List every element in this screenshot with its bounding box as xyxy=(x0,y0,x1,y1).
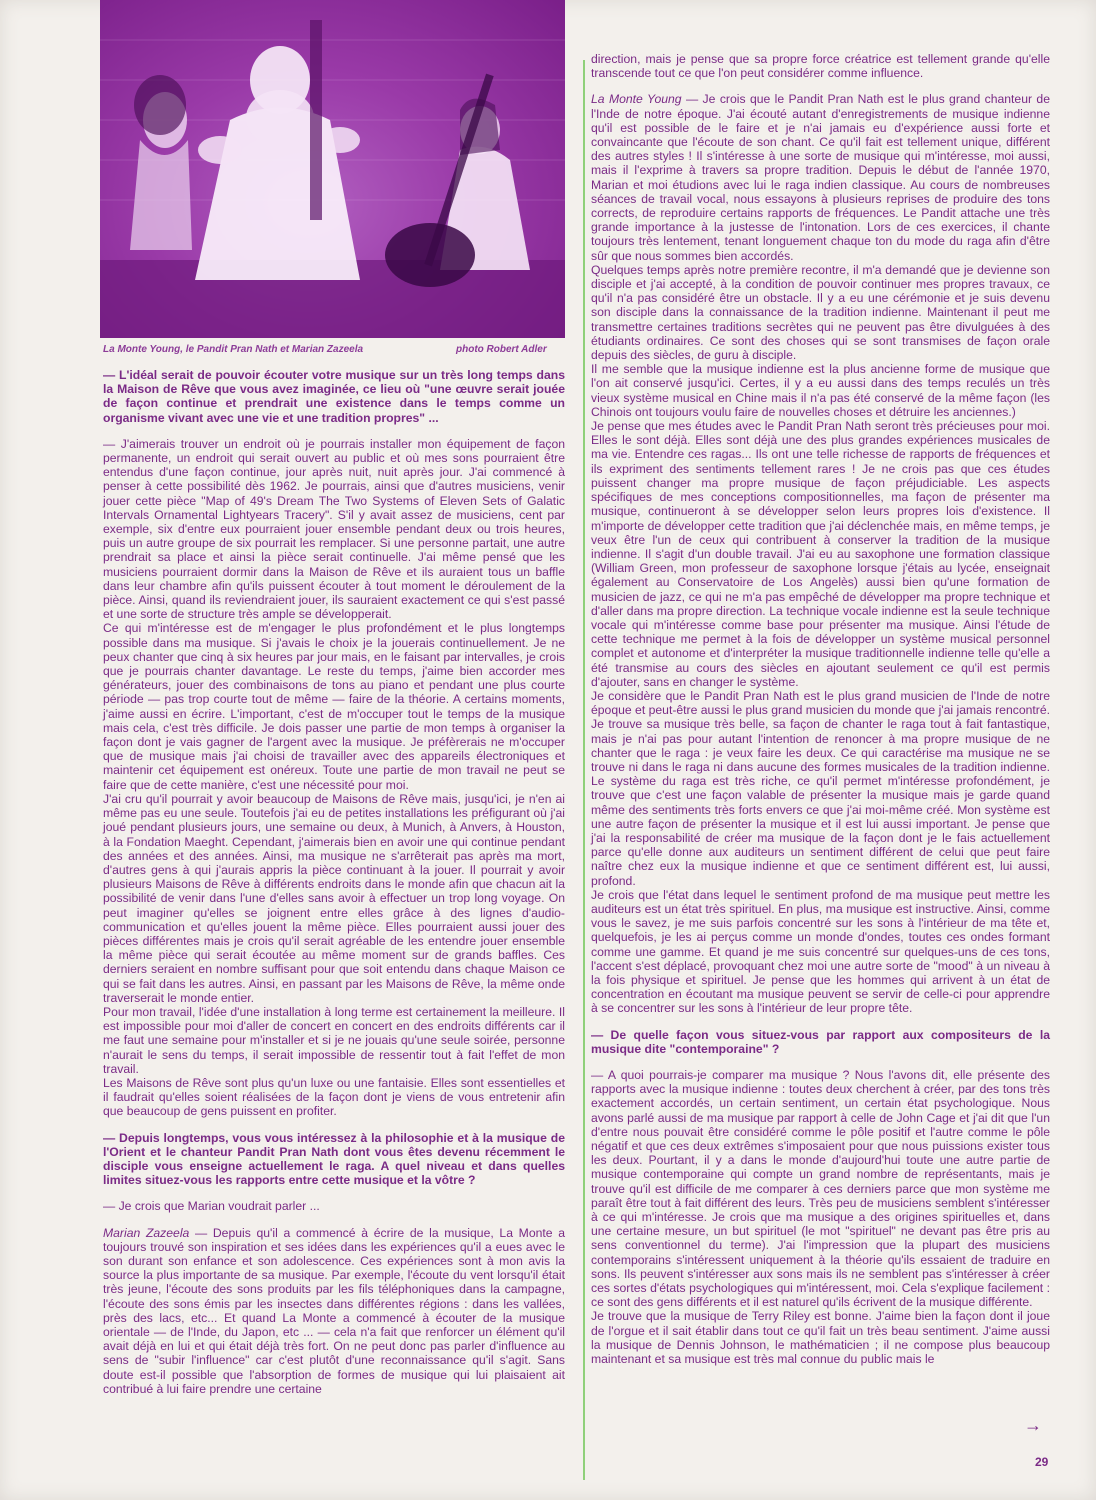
answer-la-monte xyxy=(591,92,1050,262)
left-column xyxy=(103,368,565,1396)
answer-paragraph: — J'aimerais trouver un endroit où je pourrais installer mon équipement de façon permanente, un endroit qui serait ouvert au public et où mes sons pourraient être entendus d'une façon continue, jour après nuit, nuit après jour. J'ai commencé à penser à cette possibilité dès 1962. Je pourrais, ainsi que d'autres musiciens, venir jouer cette pièce "Map of 49's Dream The Two Systems of Eleven Sets of Galatic Intervals Ornamental Lightyears Tracery". S'il y avait assez de musiciens, cent par exemple, six d'entre eux pourraient jouer ensemble pendant deux ou trois heures, puis un autre groupe de six pourrait les remplacer. Si une personne partait, une autre prendrait sa place et ainsi la pièce serait continuelle. J'ai même pensé que les musiciens pourraient dormir dans la Maison de Rêve et ils auraient tous un baffle dans leur chambre afin qu'ils puissent écouter à tout moment le déroulement de la pièce. Ainsi, quand ils reviendraient jouer, ils sauraient exactement ce qui s'est passé et une sorte de structure très ample se développerait. xyxy=(103,436,565,622)
page-number: 29 xyxy=(1035,1455,1049,1469)
answer-paragraph: Je trouve que la musique de Terry Riley est bonne. J'aime bien la façon dont il joue de l'orgue et il sait établir dans tout ce qu'il fait un très beau sentiment. J'aime aussi la musique de Dennis Johnson, le mathématicien ; il ne compose plus beaucoup maintenant et sa musique est très mal connue du public mais le xyxy=(591,1309,1050,1367)
right-column xyxy=(591,52,1050,1366)
question-orient: — Depuis longtemps, vous vous intéressez à la philosophie et à la musique de l'Orient et le chanteur Pandit Pran Nath dont vous êtes devenu récemment le disciple vous enseigne actuellement le raga. A quel niveau et dans quelles limites situez-vous les rapports entre cette musique et la vôtre ? xyxy=(103,1130,565,1188)
column-divider xyxy=(583,60,585,1480)
answer-paragraph: Je considère que le Pandit Pran Nath est le plus grand musicien de l'Inde de notre époque et peut-être aussi le plus grand musicien du monde que j'ai jamais rencontré. Je trouve sa musique très belle, sa façon de chanter le raga tout à fait fantastique, mais je n'ai pas pour autant l'intention de renoncer à ma propre musique de ne chanter que le raga : je veux faire les deux. Ce qui caractérise ma musique ne se trouve ni dans le raga ni dans aucune des formes musicales de la tradition indienne. Le système du raga est très riche, ce qu'il permet m'intéresse profondément, je trouve que c'est une façon valable de présenter la musique mais je garde quand même des sentiments très forts envers ce que j'ai moi-même créé. Mon système est une autre façon de présenter la musique et il est lui aussi important. Je pense que j'ai la responsabilité de créer ma musique de la façon dont je le fais actuellement parce qu'elle donne aux auditeurs un sentiment différent de celui que peut faire naître chez eux la musique indienne et que ce sentiment différent est, lui aussi, profond. xyxy=(591,688,1050,888)
answer-paragraph: J'ai cru qu'il pourrait y avoir beaucoup de Maisons de Rêve mais, jusqu'ici, je n'en ai même pas eu une seule. Toutefois j'ai eu de petites installations les préfigurant où j'ai joué pendant plusieurs jours, une semaine ou deux, à Munich, à Anvers, à Houston, à la Fondation Maeght. Cependant, j'aimerais bien en avoir une qui continue pendant des années et des années. Ainsi, ma musique ne s'arrêterait pas après ma mort, d'autres gens à qui j'aurais appris la pièce continuant à la jouer. Il pourrait y avoir plusieurs Maisons de Rêve à différents endroits dans le monde afin que chacun ait la possibilité de venir dans l'une d'elles sans avoir à effectuer un trop long voyage. On peut imaginer qu'elles se joignent entre elles grâce à des lignes d'audio-communication et qu'elles jouent la même pièce. Elles pourraient aussi jouer des pièces différentes mais je crois qu'il serait agréable de les entendre jouer ensemble la même pièce qui serait écoutée au même moment sur de grands baffles. Ces derniers seraient en nombre suffisant pour que soit entendu dans chaque Maison ce qui se fait dans les autres. Ainsi, en passant par les Maisons de Rêve, la même onde traverserait le monde entier. xyxy=(103,791,565,1005)
speaker-name: Marian Zazeela xyxy=(103,1225,190,1240)
answer-paragraph: Ce qui m'intéresse est de m'engager le plus profondément et le plus longtemps possible dans ma musique. Si j'avais le choix je la jouerais continuellement. Je ne peux chanter que cinq à six heures par jour mais, en le faisant par intervalles, je crois que je pourrais chanter davantage. Le reste du temps, j'aime bien accorder mes générateurs, jouer des combinaisons de tons au piano et pendant une plus courte période — pas trop courte tout de même — faire de la théorie. A certains moments, j'aime aussi en écrire. L'important, c'est de m'occuper tout le temps de la musique mais cela, c'est très difficile. Je dois passer une partie de mon temps à organiser la façon dont je vais gagner de l'argent avec la musique. Je préfèrerais ne m'occuper que de musique mais j'ai choisi de travailler avec des appareils électroniques et maintenir cet équipement est onéreux. Toute une partie de mon travail ne peut se faire que de cette manière, c'est une nécessité pour moi. xyxy=(103,621,565,792)
question-dream-house: — L'idéal serait de pouvoir écouter votre musique sur un très long temps dans la Maison de Rêve que vous avez imaginée, ce lieu où "une œuvre serait jouée de façon continue et prendrait une existence dans le temps comme un organisme vivant avec une vie et une tradition propres" ... xyxy=(103,368,565,425)
photo-credit: photo Robert Adler xyxy=(456,344,547,355)
answer-paragraph: Il me semble que la musique indienne est la plus ancienne forme de musique que l'on ait conservé jusqu'ici. Certes, il y a eu aussi dans des temps reculés un très vieux système musical en Chine mais il n'a pas été conservé de la même façon (les Chinois ont toujours voulu faire de nouvelles choses et détruire les anciennes.) xyxy=(591,362,1050,419)
answer-text: — Depuis qu'il a commencé à écrire de la musique, La Monte a toujours trouvé son inspiration et ses idées dans les expériences qu'il a eues avec le son durant son enfance et son adolescence. Ces expériences sont à mon avis la source la plus importante de sa musique. Par exemple, l'écoute du vent lorsqu'il était très jeune, l'écoute des sons produits par les fils téléphoniques dans la campagne, l'écoute des sons émis par les insectes dans différentes régions : dans les vallées, près des lacs, etc... Et quand La Monte a commencé à écouter de la musique orientale — de l'Inde, du Japon, etc ... — cela n'a fait que renforcer un élément qu'il avait déjà en lui et qui était déjà très fort. On ne peut donc pas parler d'influence au sens de "subir l'influence" car c'est plutôt d'une reconnaissance qu'il s'agit. Sans doute est-il possible que l'absorption de formes de musique qui lui plaisaient ait contribué à lui faire prendre une certaine xyxy=(103,1225,566,1396)
photo-caption: La Monte Young, le Pandit Pran Nath et Marian Zazeela xyxy=(103,344,364,355)
answer-paragraph: Je crois que l'état dans lequel le sentiment profond de ma musique peut mettre les auditeurs est un état très spirituel. En plus, ma musique est instructive. Ainsi, comme vous le savez, je me suis parfois concentré sur les sons à l'intérieur de ma tête et, quelquefois, je les ai perçus comme un monde d'ondes, toutes ces ondes formant comme une gamme. Et quand je me suis concentré sur quelques-uns de ces tons, l'accent s'est déplacé, provoquant chez moi une autre sorte de "mood" à un niveau à la fois physique et spirituel. Je pense que les hommes qui arrivent à un état de concentration en écoutant ma musique peuvent se servir de celle-ci pour apprendre à se concentrer sur les sons à l'intérieur de leur propre tête. xyxy=(591,887,1050,1016)
answer-paragraph: — A quoi pourrais-je comparer ma musique ? Nous l'avons dit, elle présente des rapports avec la musique indienne : toutes deux cherchent à créer, par des tons très exactement accordés, un certain sentiment, un certain état psychologique. Nous avons parlé aussi de ma musique par rapport à celle de John Cage et j'ai dit que l'un d'entre nous pouvait être considéré comme le pôle positif et l'autre comme le pôle négatif et que ces deux extrêmes s'imposaient pour que nous puissions exister tous les deux. Pourtant, il y a dans le monde d'aujourd'hui toute une autre partie de musique contemporaine qui compte un grand nombre de représentants, mais je trouve qu'il est difficile de me comparer à ces derniers parce que mon système me paraît être tout à fait différent des leurs. Très peu de musiciens semblent s'intéresser à ce qui m'intéresse. Je crois que ma musique a des origines spirituelles et, dans une certaine mesure, un but spirituel (le mot "spirituel" ne devant pas être pris au sens conventionnel du terme). J'ai l'impression que la plupart des musiciens contemporains s'intéressent uniquement à la théorie qu'ils essaient de traduire en sons. Ils peuvent s'intéresser aux sons mais ils ne semblent pas s'intéresser à créer ces sortes d'états psychologiques qui m'intéressent, moi. Cela s'explique facilement : ce sont des gens différents et il est naturel qu'ils écrivent de la musique différente. xyxy=(591,1068,1050,1310)
answer-paragraph: Quelques temps après notre première recontre, il m'a demandé que je devienne son disciple et j'ai accepté, à la condition de pouvoir continuer mes propres travaux, ce qu'il n'a pas considéré être un obstacle. Il y a eu une cérémonie et je suis devenu son disciple dans la connaissance de la tradition indienne. Maintenant il peut me transmettre certaines traditions secrètes qui ne peuvent pas être divulguées à des étudiants ordinaires. Ce sont des choses qui se sont transmises de façon orale depuis des siècles, de guru à disciple. xyxy=(591,262,1050,363)
answer-paragraph: Je pense que mes études avec le Pandit Pran Nath seront très précieuses pour moi. Elles le sont déjà. Elles sont déjà une des plus grandes expériences musicales de ma vie. Entendre ces ragas... Ils ont une telle richesse de rapports de fréquences et ils expriment des sentiments tellement rares ! Je ne crois pas que ces études puissent changer ma propre musique de façon préjudiciable. Les aspects spécifiques de mes conceptions compositionnelles, ma façon de présenter ma musique, continueront à se développer selon leurs propres lois d'existence. Il m'importe de développer cette tradition que j'ai déclenchée mais, en même temps, je veux être l'un de ceux qui contribuent à conserver la tradition de la musique indienne. Il s'agit d'un double travail. J'ai eu au saxophone une formation classique (William Green, mon professeur de saxophone lorsque j'étais au lycée, enseignait également au Conservatoire de Los Angelès) aussi bien qu'une formation de musicien de jazz, ce qui ne m'a pas empêché de développer ma propre technique et d'aller dans ma propre direction. La technique vocale indienne est la seule technique vocale qui m'intéresse comme base pour présenter ma musique. Ainsi l'étude de cette technique me permet à la fois de développer un système musical personnel complet et autonome et d'interpréter la musique traditionnelle indienne telle qu'elle a été transmise au cours des siècles en ajoutant seulement ce qu'il est permis d'ajouter, sans en changer le système. xyxy=(591,419,1050,689)
question-contemporary: — De quelle façon vous situez-vous par rapport aux compositeurs de la musique dite "contemporaine" ? xyxy=(591,1027,1050,1056)
answer-text: — Je crois que le Pandit Pran Nath est le plus grand chanteur de l'Inde de notre époque. J'ai écouté autant d'enregistrements de musique indienne qu'il est possible de le faire et je n'ai jamais eu d'expérience aussi forte et convaincante que l'écoute de son chant. Ce qu'il fait est tellement unique, différent des autres styles ! Il s'intéresse à une sorte de musique qui m'intéresse, moi aussi, mais il l'exprime à travers sa propre tradition. Depuis le début de l'année 1970, Marian et moi étudions avec lui le raga indien classique. Au cours de nombreuses séances de travail vocal, nous essayons à plusieurs reprises de produire des tons corrects, de reproduire certains rapports de fréquences. Le Pandit attache une très grande importance à la justesse de l'intonation. Lors de ces exercices, il chante toujours très lentement, tenant longuement chaque ton du mode du raga afin d'être sûr que nous sommes bien accordés. xyxy=(591,92,1050,263)
answer-continuation: direction, mais je pense que sa propre force créatrice est tellement grande qu'elle transcende tout ce que l'on peut considérer comme influence. xyxy=(591,52,1050,81)
continue-arrow-icon: → xyxy=(1024,1415,1042,1435)
photo-illustration xyxy=(100,0,565,338)
speaker-name: La Monte Young xyxy=(591,92,682,107)
photo-musicians xyxy=(100,0,565,338)
answer-paragraph: Les Maisons de Rêve sont plus qu'un luxe ou une fantaisie. Elles sont essentielles et il faudrait qu'elles soient réalisées de la façon dont je viens de vous entretenir afin que beaucoup de gens puissent en profiter. xyxy=(103,1075,565,1119)
answer-paragraph: Pour mon travail, l'idée d'une installation à long terme est certainement la meilleure. Il est impossible pour moi d'aller de concert en concert en des endroits différents car il me faut une semaine pour m'installer et si je ne jouais qu'une seule soirée, personne n'aurait le sens du temps, il serait impossible de ressentir tout à fait l'effet de mon travail. xyxy=(103,1004,565,1076)
answer-marian xyxy=(103,1226,565,1396)
answer-short: — Je crois que Marian voudrait parler ... xyxy=(103,1199,320,1214)
